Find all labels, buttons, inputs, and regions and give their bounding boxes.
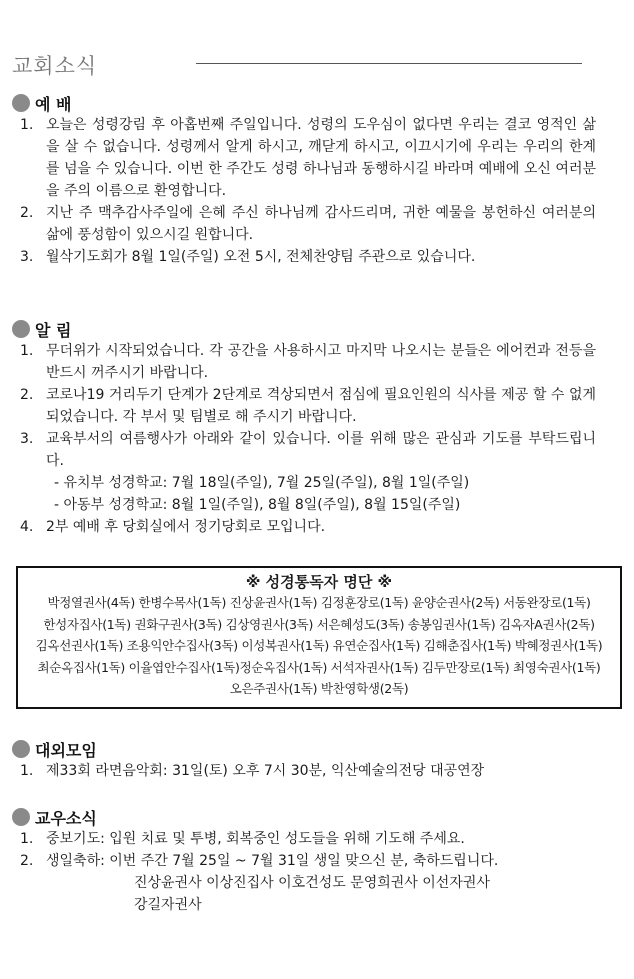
circle-bullet-icon [12, 740, 30, 758]
readers-heading: ※ 성경통독자 명단 ※ [245, 573, 393, 591]
outside-section [12, 738, 596, 782]
list-item: 2. 지난 주 맥추감사주일에 은혜 주신 하나님께 감사드리며, 귀한 예물을 봉헌하신 여러분의 삶에 풍성함이 있으시길 원합니다. [20, 205, 596, 243]
sub-list-item: - 아동부 성경학교: 8월 1일(주일), 8월 8일(주일), 8월 15일(주일) [54, 497, 461, 513]
worship-heading: 예 배 [35, 94, 72, 114]
title-divider [196, 63, 582, 64]
readers-line: 최순옥집사(1독) 이율엽안수집사(1독)정순옥집사(1독) 서석자권사(1독) 김두만장로(1독) 최영숙권사(1독) [37, 659, 601, 675]
members-section [12, 806, 596, 916]
worship-section [12, 92, 596, 268]
page-title: 교회소식 [12, 54, 98, 78]
circle-bullet-icon [12, 808, 30, 826]
list-item: 2. 코로나19 거리두기 단계가 2단계로 격상되면서 점심에 필요인원의 식사를 제공 할 수 없게 되었습니다. 각 부서 및 팀별로 해 주시기 바랍니다. [20, 387, 596, 425]
notices-heading: 알 림 [35, 320, 72, 340]
list-item: 1. 오늘은 성령강림 후 아홉번째 주일입니다. 성령의 도우심이 없다면 우리는 결코 영적인 삶을 살 수 없습니다. 성령께서 알게 하시고, 깨닫게 하시고, 이끄시기에 우리는 우리의 한계를 넘을 수 있습니다. 이번 한 주간도 성령 하나님과 동행하시길 바라며 예배에 오신 여러분을 주의 이름으로 환영합니다. [20, 117, 596, 199]
list-item: 3. 교육부서의 여름행사가 아래와 같이 있습니다. 이를 위해 많은 관심과 기도를 부탁드립니다. [20, 431, 596, 469]
bible-readers-box [16, 566, 622, 709]
list-item: 1. 중보기도: 입원 치료 및 투병, 회복중인 성도들을 위해 기도해 주세요. [20, 831, 465, 847]
readers-line: 박정열권사(4독) 한병수목사(1독) 진상윤권사(1독) 김정훈장로(1독) 윤양순권사(2독) 서동완장로(1독) [47, 595, 591, 610]
circle-bullet-icon [12, 94, 30, 112]
outside-heading: 대외모임 [35, 740, 97, 760]
birthday-names: 강길자권사 [134, 897, 202, 913]
circle-bullet-icon [12, 320, 30, 338]
list-item: 4. 2부 예배 후 당회실에서 정기당회로 모입니다. [20, 519, 326, 535]
notices-section [12, 318, 596, 538]
sub-list-item: - 유치부 성경학교: 7월 18일(주일), 7월 25일(주일), 8월 1일(주일) [54, 475, 470, 491]
birthday-names: 진상윤권사 이상진집사 이호건성도 문영희권사 이선자권사 [134, 875, 490, 891]
list-item: 3. 월삭기도회가 8월 1일(주일) 오전 5시, 전체찬양팀 주관으로 있습니다. [20, 249, 476, 265]
readers-line: 김옥선권사(1독) 조용익안수집사(3독) 이성복권사(1독) 유연순집사(1독) 김해춘집사(1독) 박혜정권사(1독) [35, 638, 603, 653]
list-item: 2. 생일축하: 이번 주간 7월 25일 ~ 7월 31일 생일 맞으신 분, 축하드립니다. [20, 853, 499, 869]
members-heading: 교우소식 [35, 808, 97, 828]
list-item: 1. 제33회 라면음악회: 31일(토) 오후 7시 30분, 익산예술의전당 대공연장 [20, 763, 485, 779]
list-item: 1. 무더위가 시작되었습니다. 각 공간을 사용하시고 마지막 나오시는 분들은 에어컨과 전등을 반드시 꺼주시기 바랍니다. [20, 343, 596, 381]
readers-line: 오은주권사(1독) 박찬영학생(2독) [229, 681, 409, 696]
readers-line: 한성자집사(1독) 권화구권사(3독) 김상영권사(3독) 서은혜성도(3독) 송봉임권사(1독) 김옥자A권사(2독) [43, 616, 595, 632]
